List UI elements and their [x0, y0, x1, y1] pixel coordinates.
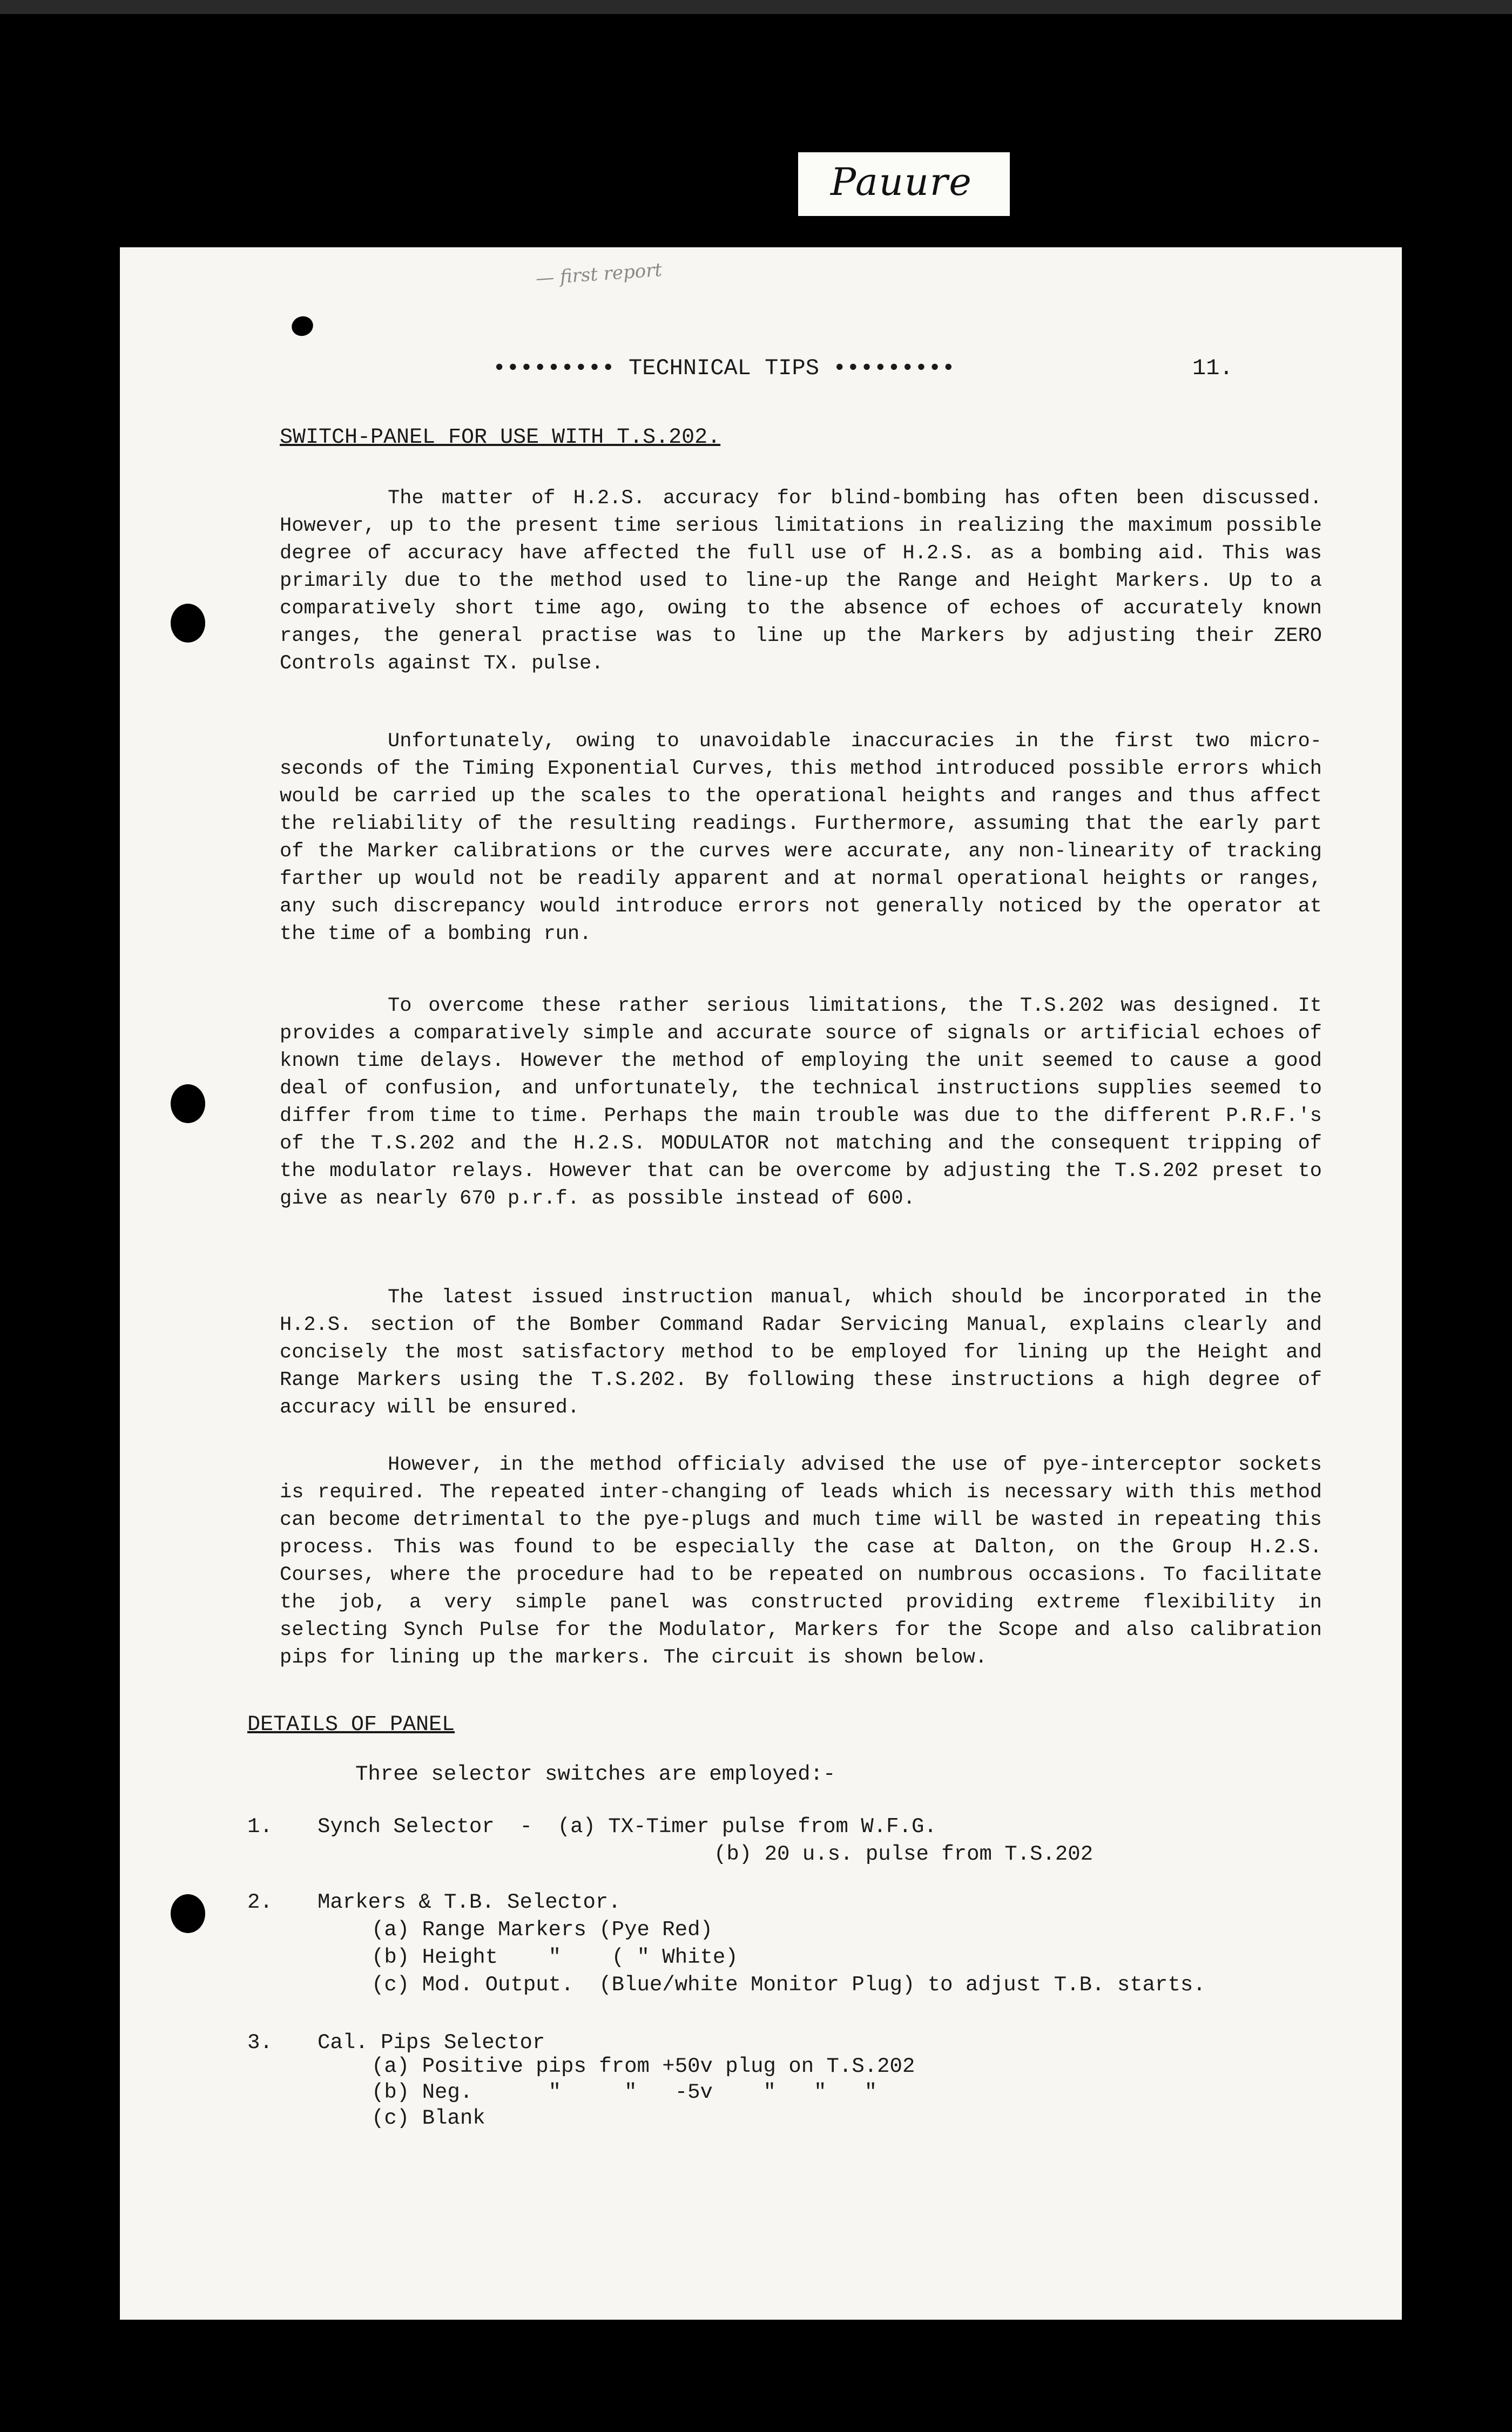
archive-label-card: [798, 152, 1010, 216]
details-heading: DETAILS OF PANEL: [247, 1713, 455, 1737]
selector-item-markers: [247, 1889, 1327, 2008]
selector-title: Markers & T.B. Selector.: [318, 1890, 621, 1914]
paragraph: To overcome these rather serious limitations, the T.S.202 was designed. It provides a comparatively simple and accurate source of signals or artificial echoes of known time delays. However the method of employing the unit seemed to cause a good deal of confusion, and unfortunately, the technical instructions supplies seemed to differ from time to time. Perhaps the main trouble was due to the different P.R.F.'s of the T.S.202 and the H.2.S. MODULATOR not matching and the consequent tripping of the modulator relays. However that can be overcome by adjusting the T.S.202 preset to give as nearly 670 p.r.f. as possible instead of 600.: [280, 995, 1322, 1210]
selector-option: (b) Height " ( " White): [372, 1945, 738, 1969]
selector-option: (a) Range Markers (Pye Red): [372, 1918, 713, 1942]
selector-number: 1.: [247, 1815, 273, 1839]
paragraph: However, in the method officialy advised the use of pye-interceptor sockets is required. The repeated inter-changing of leads which is necessary with this method can become detrimental to the pye-plugs and much time will be wasted in repeating this process. This was found to be especially the case at Dalton, on the Group H.2.S. Courses, where the procedure had to be repeated on numbrous occasions. To facilitate the job, a very simple panel was constructed providing extreme flexibility in selecting Synch Pulse for the Modulator, Markers for the Scope and also calibration pips for lining up the markers. The circuit is shown below.: [280, 1454, 1322, 1669]
selector-number: 2.: [247, 1890, 273, 1914]
paragraph: The matter of H.2.S. accuracy for blind-bombing has often been discussed. However, up to the present time serious limitations in realizing the maximum possible degree of accuracy have affected the full use of H.2.S. as a bombing aid. This was primarily due to the method used to line-up the Range and Height Markers. Up to a comparatively short time ago, owing to the absence of echoes of accurately known ranges, the general practise was to line up the Markers by adjusting their ZERO Controls against TX. pulse.: [280, 487, 1322, 675]
selector-option: (b) Neg. " " -5v " " ": [372, 2080, 878, 2104]
page-number: 11.: [1192, 355, 1233, 381]
paragraph: Unfortunately, owing to unavoidable inaccuracies in the first two micro-seconds of the Timing Exponential Curves, this method introduced possible errors which would be carried up the scales to the operational heights and ranges and thus affect the reliability of the resulting readings. Furthermore, assuming that the early part of the Marker calibrations or the curves were accurate, any non-linearity of tracking farther up would not be readily apparent and at normal operational heights or ranges, any such discrepancy would introduce errors not generally noticed by the operator at the time of a bombing run.: [280, 730, 1322, 945]
selector-number: 3.: [247, 2031, 273, 2055]
section-heading: SWITCH-PANEL FOR USE WITH T.S.202.: [280, 425, 721, 450]
selector-option: (c) Mod. Output. (Blue/white Monitor Plug) to adjust T.B. starts.: [372, 1973, 1206, 1997]
selector-item-cal-pips: [247, 2029, 1327, 2148]
selector-option: (a) Positive pips from +50v plug on T.S.202: [372, 2055, 915, 2078]
details-intro: Three selector switches are employed:-: [355, 1762, 836, 1786]
selector-option: (b) 20 u.s. pulse from T.S.202: [714, 1842, 1094, 1866]
selector-option: (c) Blank: [372, 2106, 485, 2130]
punch-hole-icon: [171, 604, 205, 643]
paragraph: The latest issued instruction manual, which should be incorporated in the H.2.S. section of the Bomber Command Radar Servicing Manual, explains clearly and concisely the most satisfactory method to be employed for lining up the Height and Range Markers using the T.S.202. By following these instructions a high degree of accuracy will be ensured.: [280, 1286, 1322, 1419]
page-header-title: ••••••••• TECHNICAL TIPS •••••••••: [492, 355, 955, 381]
document-sheet: [120, 247, 1402, 2320]
punch-hole-icon: [171, 1894, 205, 1933]
selector-title: Cal. Pips Selector: [318, 2031, 545, 2055]
archive-label: Pauure: [831, 160, 973, 204]
selector-item-synch: [247, 1813, 1327, 1867]
handwritten-margin-note: — first report: [535, 259, 663, 290]
punch-hole-icon: [171, 1084, 205, 1123]
selector-title: Synch Selector - (a) TX-Timer pulse from W.F.G.: [318, 1815, 937, 1839]
scanner-top-edge: [0, 0, 1512, 14]
ink-blot: [289, 313, 316, 339]
